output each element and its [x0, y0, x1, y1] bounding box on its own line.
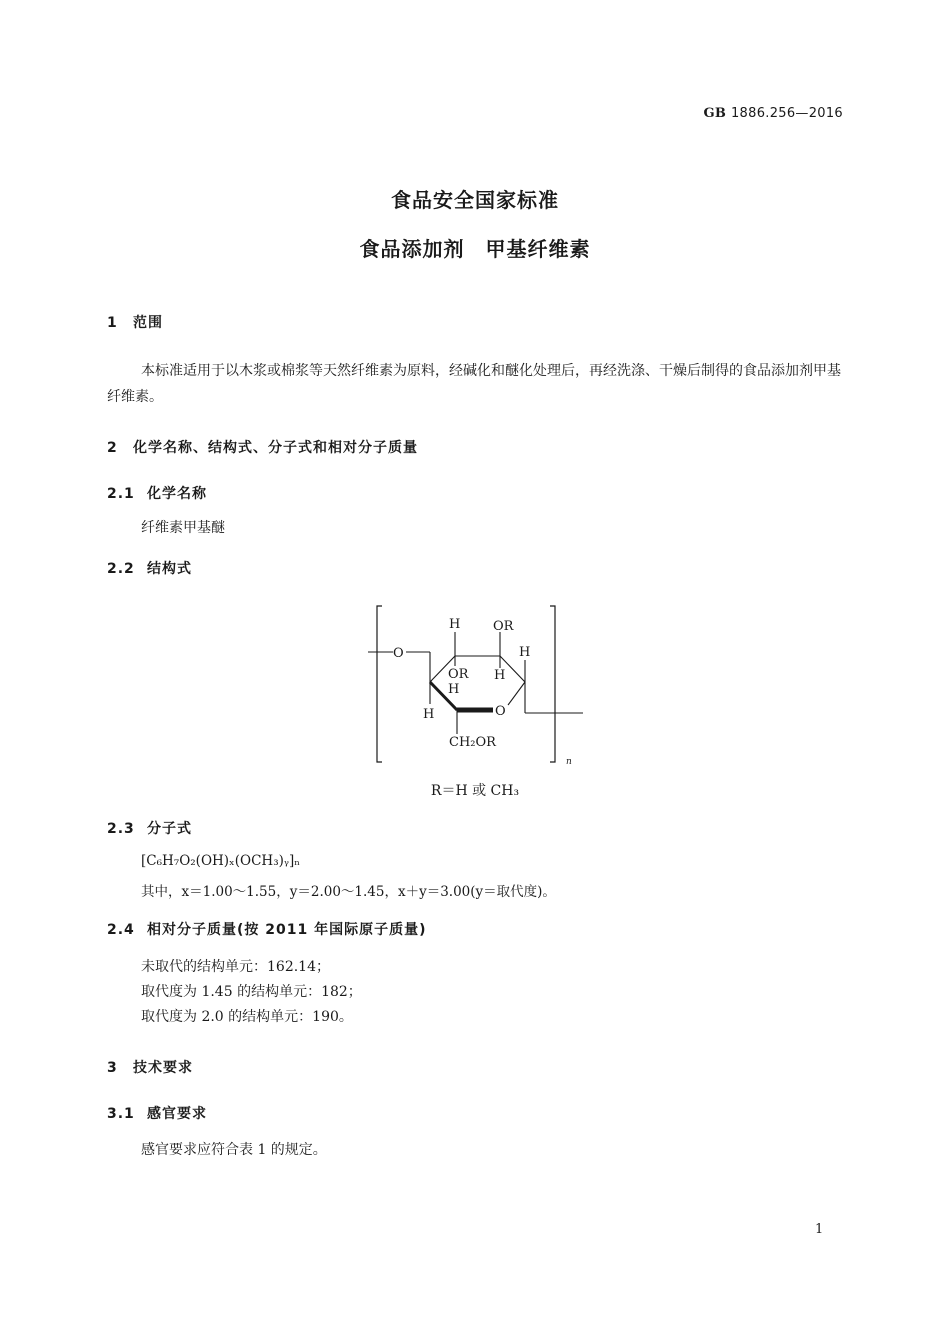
right-bracket — [550, 606, 555, 762]
chemical-name: 纤维素甲基醚 — [141, 520, 225, 536]
h-right-label: H — [519, 645, 531, 660]
section-2-2-heading — [107, 558, 192, 578]
h-bottom-left-label: H — [423, 707, 435, 722]
section-number: 3 — [107, 1060, 118, 1076]
h-mid-right-label: H — [494, 668, 506, 683]
left-bracket — [377, 606, 382, 762]
section-title: 化学名称 — [147, 486, 207, 502]
section-2-1-heading — [107, 483, 207, 503]
section-title: 分子式 — [147, 821, 192, 837]
h-mid-left-label: H — [448, 682, 460, 697]
mass-line: 取代度为 2.0 的结构单元：190。 — [141, 1009, 353, 1025]
section-number: 2.1 — [107, 486, 135, 502]
molecular-formula: [C₆H₇O₂(OH)ₓ(OCH₃)ᵧ]ₙ — [141, 853, 301, 869]
or-top-label: OR — [493, 619, 514, 634]
mass-line: 未取代的结构单元：162.14； — [141, 959, 330, 975]
section-number: 2.2 — [107, 561, 135, 577]
structural-formula — [360, 600, 600, 775]
section-number: 2 — [107, 440, 118, 456]
standard-code: 1886.256—2016 — [730, 106, 843, 121]
section-2-3-heading — [107, 818, 192, 838]
subscript-n: n — [566, 757, 572, 767]
h-top-label: H — [449, 617, 461, 632]
standard-prefix: GB — [703, 106, 727, 121]
mass-line: 取代度为 1.45 的结构单元：182； — [141, 984, 362, 1000]
sensory-requirement-text: 感官要求应符合表 1 的规定。 — [141, 1142, 327, 1158]
section-2-heading — [107, 437, 418, 457]
section-2-4-heading — [107, 919, 427, 939]
scope-paragraph: 本标准适用于以木浆或棉浆等天然纤维素为原料，经碱化和醚化处理后，再经洗涤、干燥后制得的食品添加剂甲基纤维素。 — [107, 363, 841, 405]
section-number: 1 — [107, 315, 118, 331]
main-title: 食品安全国家标准 — [391, 188, 559, 212]
section-title: 结构式 — [147, 561, 192, 577]
section-number: 2.4 — [107, 922, 135, 938]
o-ring-label: O — [495, 704, 506, 719]
section-title: 范围 — [133, 315, 163, 331]
page-number: 1 — [815, 1222, 824, 1237]
standard-number — [703, 106, 843, 121]
section-title: 感官要求 — [147, 1106, 207, 1122]
ch2or-label: CH₂OR — [449, 735, 496, 750]
section-3-1-heading — [107, 1103, 207, 1123]
section-title: 相对分子质量(按 2011 年国际原子质量) — [147, 922, 427, 938]
formula-note: 其中，x＝1.00～1.55，y＝2.00～1.45，x＋y＝3.00(y＝取代度)。 — [141, 884, 556, 900]
o-left-label: O — [393, 646, 404, 661]
sub-title: 食品添加剂 甲基纤维素 — [359, 237, 591, 261]
section-title: 化学名称、结构式、分子式和相对分子质量 — [133, 440, 418, 456]
section-1-heading — [107, 312, 163, 332]
section-3-heading — [107, 1057, 193, 1077]
or-mid-label: OR — [448, 667, 469, 682]
section-number: 3.1 — [107, 1106, 135, 1122]
section-number: 2.3 — [107, 821, 135, 837]
section-title: 技术要求 — [133, 1060, 193, 1076]
structure-caption: R＝H 或 CH₃ — [430, 783, 520, 799]
